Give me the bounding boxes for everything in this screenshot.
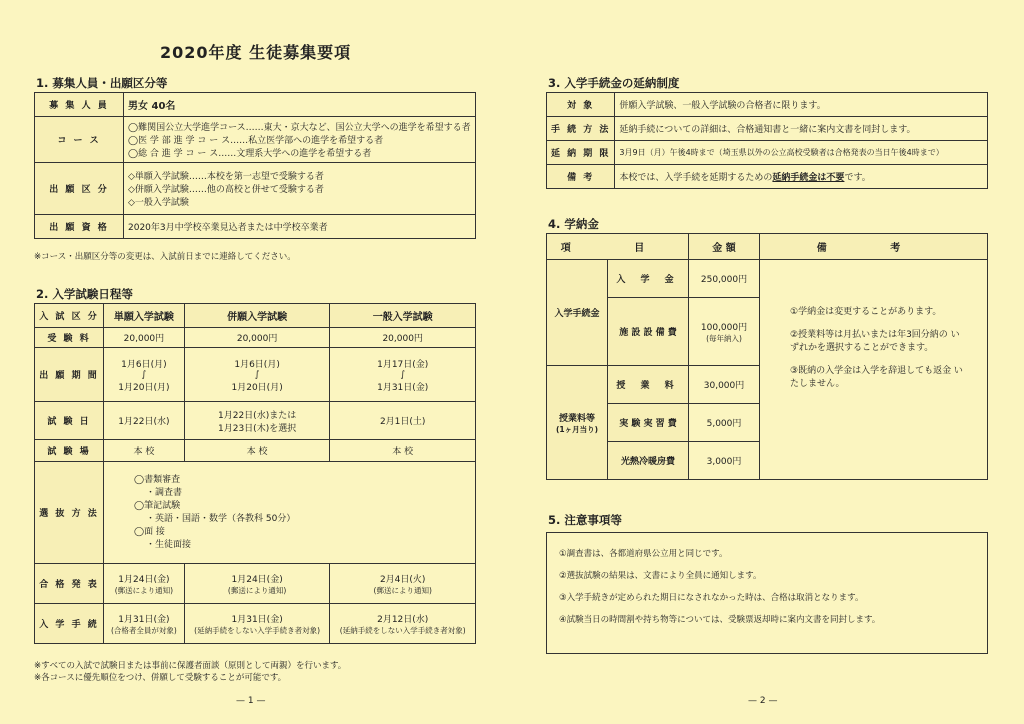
result-single	[104, 564, 185, 604]
procedure-date: 1月31日(金)	[231, 614, 283, 625]
fee-single: 20,000円	[104, 328, 185, 348]
item-amount: 100,000円	[700, 322, 748, 333]
exam-schedule-table	[34, 303, 476, 644]
selection-item: ・英語・国語・数学（各教科 50分）	[146, 513, 296, 524]
selection-item: ◯面 接	[134, 526, 165, 537]
exam-day-text: 1月23日(木)を選択	[218, 423, 297, 434]
target-value: 併願入学試験、一般入学試験の合格者に限ります。	[615, 93, 988, 117]
procedure-date: 2月12日(水)	[377, 614, 429, 625]
label-procedure: 入 学 手 続	[35, 604, 104, 644]
application-type-item: ◇一般入学試験	[128, 198, 189, 208]
period-general	[330, 348, 476, 402]
deferral-table	[546, 92, 988, 189]
venue-combined: 本 校	[184, 440, 330, 462]
label-selection: 選 抜 方 法	[35, 462, 104, 564]
section-2-notes	[34, 660, 346, 684]
application-type-item: ◇併願入学試験……他の高校と併せて受験する者	[128, 185, 324, 195]
result-general	[330, 564, 476, 604]
result-date: 1月24日(金)	[231, 574, 283, 585]
course-list	[124, 117, 476, 163]
group-tuition-label: 授業料等	[558, 413, 595, 424]
result-date: 2月4日(火)	[379, 574, 426, 585]
item-amount: 250,000円	[689, 260, 760, 298]
notice-item: ④試験当日の時間割や持ち物等については、受験票返却時に案内文書を同封します。	[559, 615, 881, 625]
header-item: 項 目	[547, 234, 689, 260]
exam-day-text: 1月22日(水)	[118, 417, 170, 427]
fee-general: 20,000円	[330, 328, 476, 348]
label-remarks: 備 考	[547, 165, 615, 189]
header-combined: 併願入学試験	[184, 304, 330, 328]
fees-remark: ②授業料等は月払いまたは年3回分納の いずれかを選択することができます。	[790, 330, 960, 353]
procedure-note: (延納手続をしない入学手続き者対象)	[194, 625, 321, 635]
label-fee: 受 験 料	[35, 328, 104, 348]
section-3-heading: 3. 入学手続金の延納制度	[548, 76, 680, 90]
result-note: (郵送により通知)	[227, 585, 287, 595]
notice-box	[546, 532, 988, 654]
procedure-general	[330, 604, 476, 644]
period-start: 1月17日(金)	[377, 359, 429, 370]
label-exam-day: 試 験 日	[35, 402, 104, 440]
period-single	[104, 348, 185, 402]
label-course: コ ー ス	[35, 117, 124, 163]
section-4-heading: 4. 学納金	[548, 217, 599, 231]
procedure-combined	[184, 604, 330, 644]
recruitment-table	[34, 92, 476, 239]
label-result: 合 格 発 表	[35, 564, 104, 604]
header-single: 単願入学試験	[104, 304, 185, 328]
header-amount: 金 額	[689, 234, 760, 260]
procedure-single	[104, 604, 185, 644]
page-number-2: — 2 —	[748, 696, 778, 706]
remarks-value	[615, 165, 988, 189]
course-item: ◯難関国公立大学進学コース……東大・京大など、国公立大学への進学を希望する者	[128, 123, 471, 133]
venue-single: 本 校	[104, 440, 185, 462]
exam-day-combined	[184, 402, 330, 440]
label-period: 出 願 期 間	[35, 348, 104, 402]
item-name: 光熱冷暖房費	[608, 442, 689, 480]
label-target: 対 象	[547, 93, 615, 117]
label-eligibility: 出 願 資 格	[35, 215, 124, 239]
selection-item: ・生徒面接	[146, 539, 192, 550]
section-2-heading: 2. 入学試験日程等	[36, 287, 133, 301]
page-number-1: — 1 —	[236, 696, 266, 706]
item-amount-note: (毎年納入)	[706, 333, 742, 343]
capacity-value: 男女 40名	[124, 93, 476, 117]
header-general: 一般入学試験	[330, 304, 476, 328]
item-name: 実 験 実 習 費	[608, 404, 689, 442]
period-sep: ∫	[141, 369, 147, 380]
period-sep: ∫	[400, 369, 406, 380]
fees-remarks	[760, 260, 988, 480]
label-procedure-method: 手 続 方 法	[547, 117, 615, 141]
item-name: 施 設 設 備 費	[608, 298, 689, 366]
label-capacity: 募 集 人 員	[35, 93, 124, 117]
item-name: 授 業 料	[608, 366, 689, 404]
course-item: ◯医 学 部 進 学 コ ー ス……私立医学部への進学を希望する者	[128, 136, 384, 146]
fees-table	[546, 233, 988, 480]
page-right	[512, 0, 1024, 724]
application-type-list	[124, 163, 476, 215]
selection-item: ・調査書	[146, 487, 183, 498]
period-start: 1月6日(月)	[121, 359, 167, 370]
selection-item: ◯書類審査	[134, 474, 181, 485]
selection-methods	[104, 462, 476, 564]
item-name: 入 学 金	[608, 260, 689, 298]
exam-day-text: 1月22日(水)または	[218, 410, 297, 421]
course-item: ◯総 合 進 学 コ ー ス……文理系大学への進学を希望する者	[128, 149, 372, 159]
section-5-heading: 5. 注意事項等	[548, 513, 622, 527]
item-amount: 5,000円	[689, 404, 760, 442]
label-deadline: 延 納 期 限	[547, 141, 615, 165]
exam-day-general	[330, 402, 476, 440]
remarks-text: です。	[844, 173, 871, 183]
period-sep: ∫	[254, 369, 260, 380]
venue-general: 本 校	[330, 440, 476, 462]
group-tuition-fees	[547, 366, 608, 480]
procedure-note: (延納手続をしない入学手続き者対象)	[339, 625, 466, 635]
result-combined	[184, 564, 330, 604]
label-application-type: 出 願 区 分	[35, 163, 124, 215]
period-end: 1月20日(月)	[118, 382, 170, 393]
procedure-note: (合格者全員が対象)	[110, 625, 177, 635]
group-admission-fees: 入学手続金	[547, 260, 608, 366]
remarks-emphasis: 延納手続金は不要	[772, 173, 845, 183]
application-type-item: ◇単願入学試験……本校を第一志望で受験する者	[128, 172, 324, 182]
section-2-note: ※各コースに優先順位をつけ、併願して受験することが可能です。	[34, 673, 287, 683]
procedure-date: 1月31日(金)	[118, 614, 170, 625]
deadline-value: 3月9日（月）午後4時まで（埼玉県以外の公立高校受験者は合格発表の当日午後4時まで）	[615, 141, 988, 165]
period-combined	[184, 348, 330, 402]
period-end: 1月31日(金)	[377, 382, 429, 393]
result-note: (郵送により通知)	[373, 585, 432, 595]
fee-combined: 20,000円	[184, 328, 330, 348]
item-amount: 30,000円	[689, 366, 760, 404]
period-end: 1月20日(月)	[231, 382, 283, 393]
selection-item: ◯筆記試験	[134, 500, 181, 511]
procedure-method-value: 延納手続についての詳細は、合格通知書と一緒に案内文書を同封します。	[615, 117, 988, 141]
remarks-text: 本校では、入学手続を延期するための	[619, 173, 773, 183]
section-1-note: ※コース・出願区分等の変更は、入試前日までに連絡してください。	[34, 252, 296, 262]
section-1-heading: 1. 募集人員・出願区分等	[36, 76, 168, 90]
item-amount-cell	[689, 298, 760, 366]
group-tuition-sub: (1ヶ月当り)	[555, 424, 599, 434]
header-exam-type: 入 試 区 分	[35, 304, 104, 328]
exam-day-single	[104, 402, 185, 440]
fees-remark: ①学納金は変更することがあります。	[790, 307, 942, 317]
result-note: (郵送により通知)	[114, 585, 174, 595]
notice-item: ①調査書は、各都道府県公立用と同じです。	[559, 549, 728, 559]
fees-remark: ③既納の入学金は入学を辞退しても返金 いたしません。	[790, 366, 963, 389]
item-amount: 3,000円	[689, 442, 760, 480]
period-start: 1月6日(月)	[234, 359, 280, 370]
section-2-note: ※すべての入試で試験日または事前に保護者面談（原則として両親）を行います。	[34, 661, 347, 671]
notice-item: ②選抜試験の結果は、文書により全員に通知します。	[559, 571, 762, 581]
result-date: 1月24日(金)	[118, 574, 170, 585]
header-remarks: 備 考	[760, 234, 988, 260]
document-title: 2020年度 生徒募集要項	[160, 43, 352, 62]
eligibility-value: 2020年3月中学校卒業見込者または中学校卒業者	[124, 215, 476, 239]
label-venue: 試 験 場	[35, 440, 104, 462]
exam-day-text: 2月1日(土)	[379, 417, 426, 427]
notice-item: ③入学手続きが定められた期日になされなかった時は、合格は取消となります。	[559, 593, 864, 603]
